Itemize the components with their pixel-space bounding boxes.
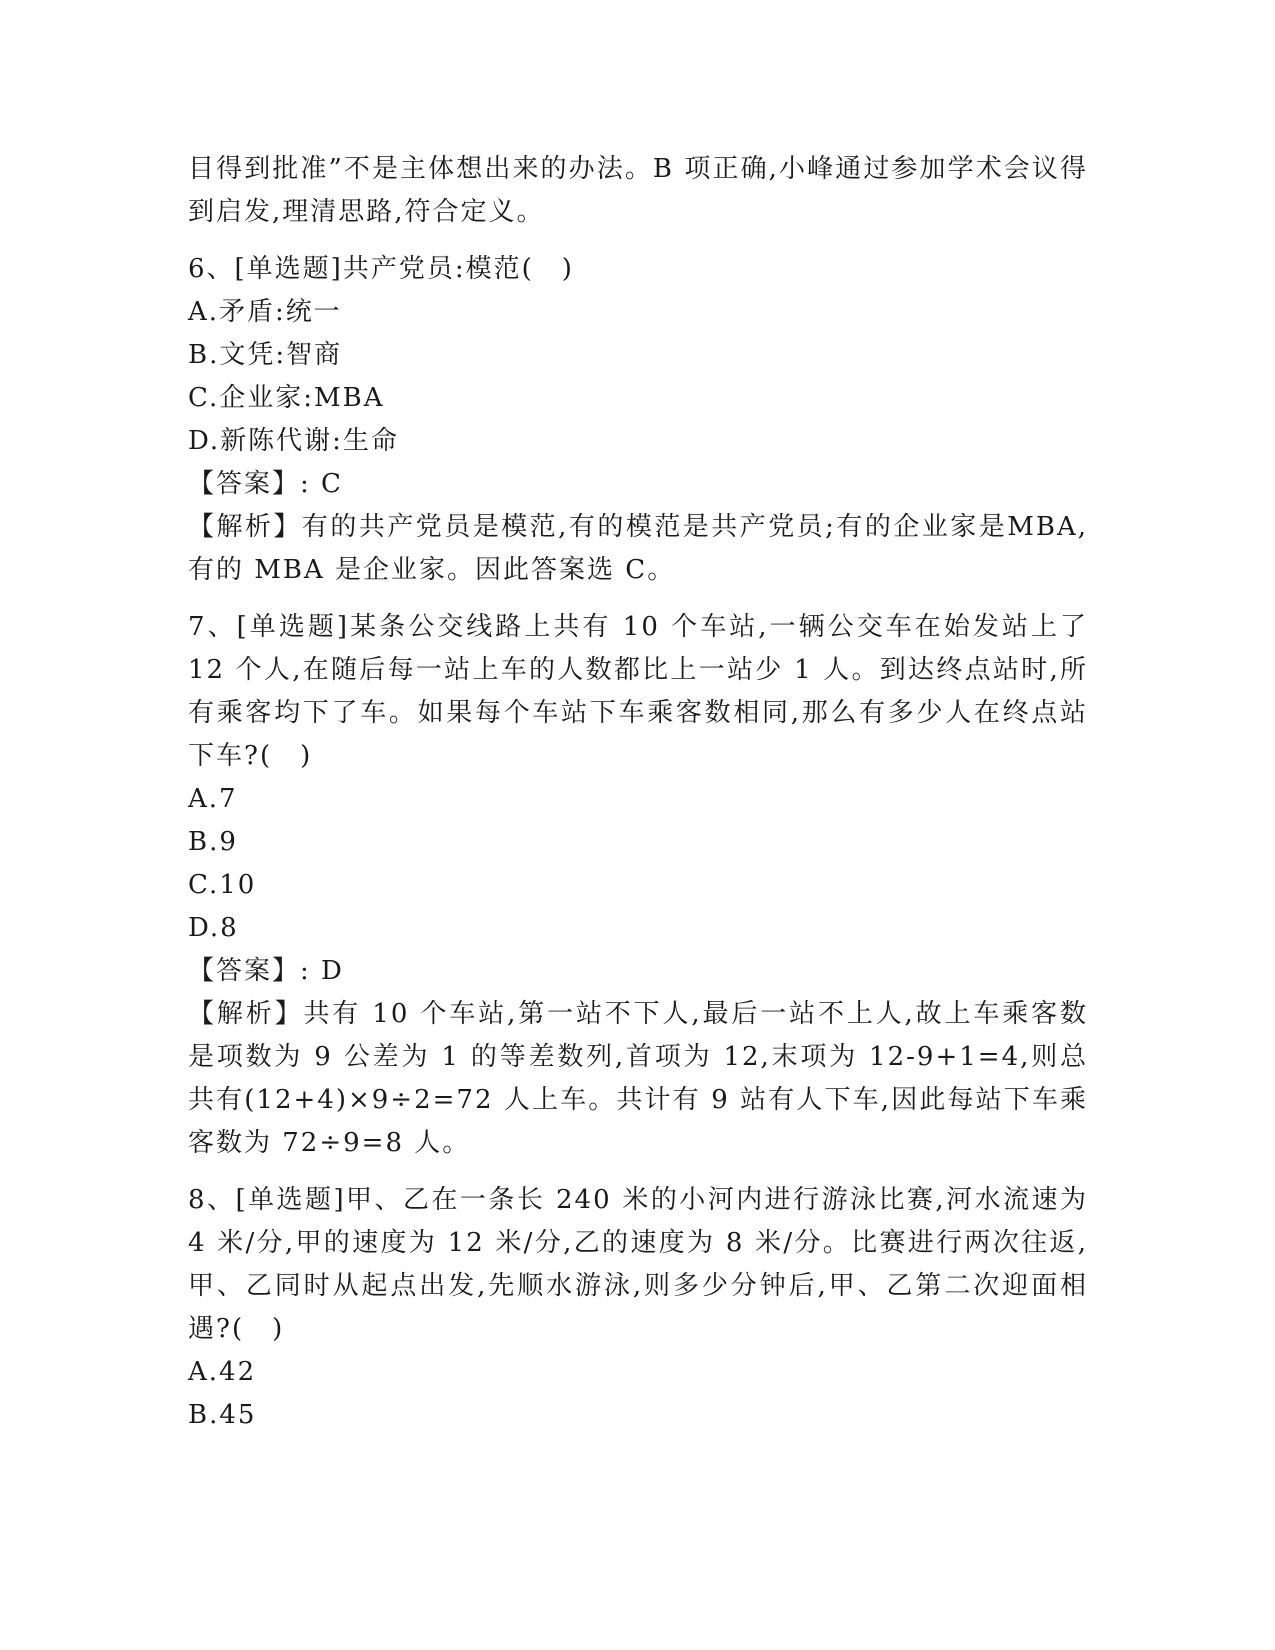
option-b: B.文凭:智商 [188, 340, 343, 370]
option-a: A.42 [188, 1357, 257, 1387]
spacer [188, 1165, 1088, 1179]
option-b: B.45 [188, 1400, 257, 1430]
question-6 [188, 248, 1088, 592]
question-stem: 8、[单选题]甲、乙在一条长 240 米的小河内进行游泳比赛,河水流速为 4 米/分,甲的速度为 12 米/分,乙的速度为 8 米/分。比赛进行两次往返,甲、乙同时从起点出发,先顺水游泳,则多少分钟后,甲、乙第二次迎面相遇?( ) [188, 1185, 1088, 1344]
analysis: 【解析】共有 10 个车站,第一站不下人,最后一站不上人,故上车乘客数是项数为 9 公差为 1 的等差数列,首项为 12,末项为 12-9+1=4,则总共有(12+4)×9÷2=72 人上车。共计有 9 站有人下车,因此每站下车乘客数为 72÷9=8 人。 [188, 999, 1088, 1158]
intro-paragraph: 目得到批准”不是主体想出来的办法。B 项正确,小峰通过参加学术会议得到启发,理清思路,符合定义。 [188, 154, 1088, 227]
option-a: A.7 [188, 784, 238, 814]
spacer [188, 592, 1088, 606]
answer: 【答案】: D [188, 956, 344, 986]
question-8 [188, 1179, 1088, 1437]
document-content [188, 148, 1088, 1437]
option-d: D.新陈代谢:生命 [188, 426, 399, 456]
analysis: 【解析】有的共产党员是模范,有的模范是共产党员;有的企业家是MBA,有的 MBA 是企业家。因此答案选 C。 [188, 512, 1088, 585]
option-b: B.9 [188, 827, 238, 857]
option-c: C.企业家:MBA [188, 383, 385, 413]
option-c: C.10 [188, 870, 257, 900]
spacer [188, 234, 1088, 248]
question-7 [188, 606, 1088, 1165]
question-stem: 7、[单选题]某条公交线路上共有 10 个车站,一辆公交车在始发站上了 12 个人,在随后每一站上车的人数都比上一站少 1 人。到达终点站时,所有乘客均下了车。如果每个车站下车乘客数相同,那么有多少人在终点站下车?( ) [188, 612, 1088, 771]
question-stem: 6、[单选题]共产党员:模范( ) [188, 254, 574, 284]
answer: 【答案】: C [188, 469, 343, 499]
option-d: D.8 [188, 913, 239, 943]
option-a: A.矛盾:统一 [188, 297, 342, 327]
